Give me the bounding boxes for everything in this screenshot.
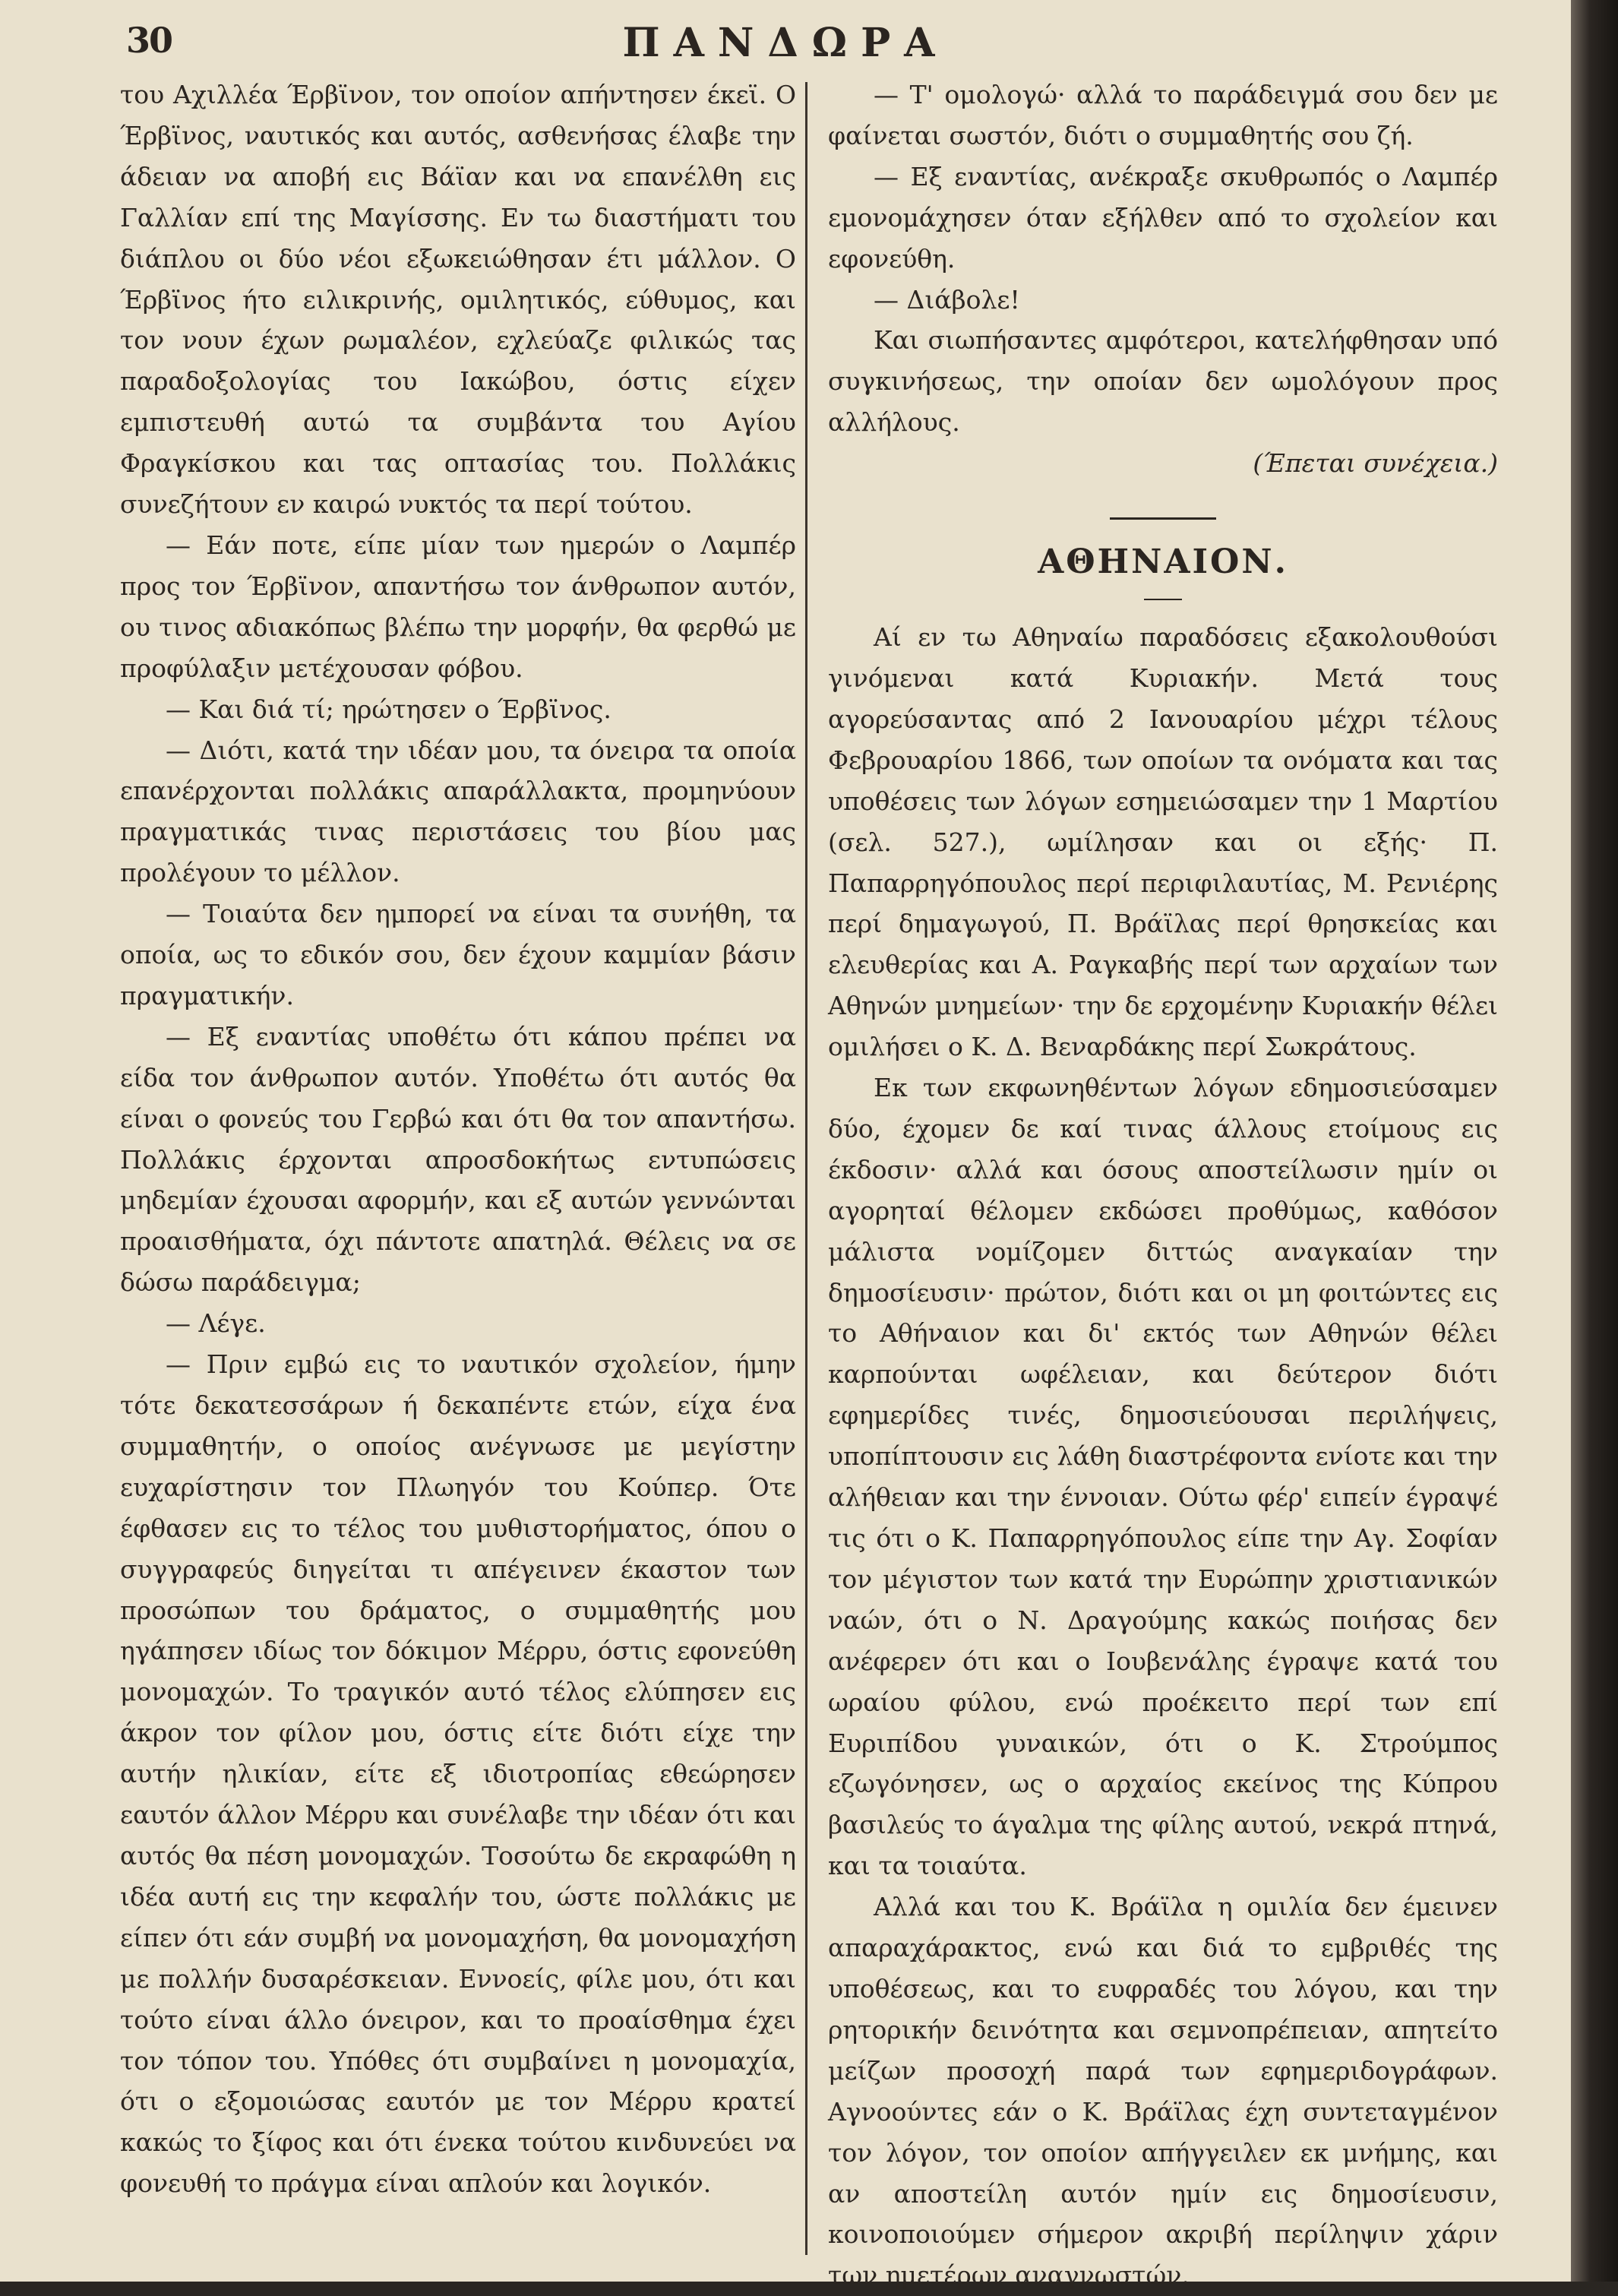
- right-column: [828, 74, 1498, 2296]
- paragraph: — Διάβολε!: [874, 284, 1020, 315]
- paragraph: Εκ των εκφωνηθέντων λόγων εδημοσιεύσαμεν δύο, έχομεν δε καί τινας άλλους ετοίμους εις έκδοσιν· αλλά και όσους αποστείλωσιν ημίν οι αγορηταί θέλομεν εκδώσει προθύμως, καθόσον μάλιστα νομίζομεν διττώς αναγκαίαν την δημοσίευσιν· πρώτον, διότι και οι μη φοιτώντες εις το Αθήναιον και δι' εκτός των Αθηνών θέλει καρπούνται ωφέλειαν, και δεύτερον διότι εφημερίδες τινές, δημοσιεύουσαι περιλήψεις, υποπίπτουσιν εις λάθη διαστρέφοντα ενίοτε και την αλήθειαν και την έννοιαν. Ούτω φέρ' ειπείν έγραψέ τις ότι ο Κ. Παπαρρηγόπουλος είπε την Αγ. Σοφίαν τον μέγιστον των κατά την Ευρώπην χριστιανικών ναών, ότι ο Ν. Δραγούμης κακώς ποιήσας δεν ανέφερεν ότι και ο Ιουβενάλης έγραψε κατά του ωραίου φύλου, ενώ προέκειτο περί των επί Ευριπίδου γυναικών, ότι ο Κ. Στρούμπος εζωγόνησεν, ως ο αρχαίος εκείνος της Κύπρου βασιλεύς το άγαλμα της φίλης αυτού, νεκρά πτηνά, και τα τοιαύτα.: [828, 1073, 1498, 1881]
- paragraph: — Εάν ποτε, είπε μίαν των ημερών ο Λαμπέρ προς τον Έρβϊνον, απαντήσω τον άνθρωπον αυτόν, ου τινος αδιακόπως βλέπω την μορφήν, θα φερθώ με προφύλαξιν μετέχουσαν φόβου.: [120, 530, 796, 683]
- left-column: [120, 74, 796, 2204]
- paragraph: — Τοιαύτα δεν ημπορεί να είναι τα συνήθη, τα οποία, ως το εδικόν σου, δεν έχουν καμμίαν βάσιν πραγματικήν.: [120, 899, 796, 1010]
- paragraph: — Και διά τί; ηρώτησεν ο Έρβϊνος.: [166, 694, 611, 724]
- section-title: ΑΘΗΝΑΙΟΝ.: [1038, 542, 1288, 582]
- paragraph: — Διότι, κατά την ιδέαν μου, τα όνειρα τα οποία επανέρχονται πολλάκις απαράλλακτα, προμηνύουν πραγματικάς τινας περιστάσεις του βίου μας προλέγουν το μέλλον.: [120, 735, 796, 888]
- page-header: [0, 14, 1571, 67]
- paragraph: — Εξ εναντίας, ανέκραξε σκυθρωπός ο Λαμπέρ εμονομάχησεν όταν εξήλθεν από το σχολείον και εφονεύθη.: [828, 161, 1498, 274]
- paragraph: του Αχιλλέα Έρβϊνον, τον οποίον απήντησεν έκεϊ. Ο Έρβϊνος, ναυτικός και αυτός, ασθενήσας έλαβε την άδειαν να αποβή εις Βάϊαν και να επανέλθη εις Γαλλίαν επί της Μαγίσσης. Εν τω διαστήματι του διάπλου οι δύο νέοι εξωκειώθησαν έτι μάλλον. Ο Έρβϊνος ήτο ειλικρινής, ομιλητικός, εύθυμος, και τον νουν έχων ρωμαλέον, εχλεύαζε φιλικώς τας παραδοξολογίας του Ιακώβου, όστις είχεν εμπιστευθή αυτώ τα συμβάντα του Αγίου Φραγκίσκου και τας οπτασίας του. Πολλάκις συνεζήτουν εν καιρώ νυκτός τα περί τούτου.: [120, 80, 796, 520]
- paragraph: Αί εν τω Αθηναίω παραδόσεις εξακολουθούσι γινόμεναι κατά Κυριακήν. Μετά τους αγορεύσαντας από 2 Ιανουαρίου μέχρι τέλους Φεβρουαρίου 1866, των οποίων τα ονόματα και τας υποθέσεις των λόγων εσημειώσαμεν την 1 Μαρτίου (σελ. 527.), ωμίλησαν και οι εξής· Π. Παπαρρηγόπουλος περί περιφιλαυτίας, Μ. Ρενιέρης περί δημαγωγού, Π. Βράϊλας περί θρησκείας και ελευθερίας και Α. Ραγκαβής περί των αρχαίων των Αθηνών μνημείων· την δε ερχομένην Κυριακήν θέλει ομιλήσει ο Κ. Δ. Βεναρδάκης περί Σωκράτους.: [828, 622, 1498, 1062]
- page-number: 30: [126, 20, 172, 61]
- continued-note: (Έπεται συνέχεια.): [1253, 448, 1498, 479]
- title-divider: [1144, 599, 1182, 600]
- paragraph: — Λέγε.: [166, 1308, 266, 1339]
- paragraph: Αλλά και του Κ. Βράϊλα η ομιλία δεν έμεινεν απαραχάρακτος, ενώ και διά το εμβριθές της υποθέσεως, και το ευφραδές του λόγου, και την ρητορικήν δεινότητα και σεμνοπρέπειαν, απητείτο μείζων προσοχή παρά των εφημεριδογράφων. Αγνοούντες εάν ο Κ. Βράϊλας έχη συντεταγμένον τον λόγον, τον οποίον απήγγειλεν εκ μνήμης, και αν αποστείλη αυτόν ημίν εις δημοσίευσιν, κοινοποιούμεν σήμερον ακριβή περίληψιν χάριν των ημετέρων αναγνωστών.: [828, 1892, 1498, 2291]
- paragraph: — Τ' ομολογώ· αλλά το παράδειγμά σου δεν με φαίνεται σωστόν, διότι ο συμμαθητής σου ζή.: [828, 80, 1498, 150]
- running-title: ΠΑΝΔΩΡΑ: [622, 20, 949, 66]
- column-rule: [805, 82, 807, 2255]
- paragraph: — Πριν εμβώ εις το ναυτικόν σχολείον, ήμην τότε δεκατεσσάρων ή δεκαπέντε ετών, είχα ένα συμμαθητήν, ο οποίος ανέγνωσε με μεγίστην ευχαρίστησιν τον Πλωηγόν του Κούπερ. Ότε έφθασεν εις το τέλος του μυθιστορήματος, όπου ο συγγραφεύς διηγείται τι απέγεινεν έκαστον των προσώπων του δράματος, ο συμμαθητής μου ηγάπησεν ιδίως τον δόκιμον Μέρρυ, όστις εφονεύθη μονομαχών. Το τραγικόν αυτό τέλος ελύπησεν εις άκρον τον φίλον μου, όστις είτε διότι είχε την αυτήν ηλικίαν, είτε εξ ιδιοτροπίας εθεώρησεν εαυτόν άλλον Μέρρυ και συνέλαβε την ιδέαν ότι και αυτός θα πέση μονομαχών. Τοσούτω δε εκραφώθη η ιδέα αυτή εις την κεφαλήν του, ώστε πολλάκις με είπεν ότι εάν συμβή να μονομαχήση, θα μονομαχήση με πολλήν δυσαρέσκειαν. Εννοείς, φίλε μου, ότι και τούτο είναι άλλο όνειρον, και το προαίσθημα έχει τον τόπον του. Υπόθες ότι συμβαίνει η μονομαχία, ότι ο εξομοιώσας εαυτόν με τον Μέρρυ κρατεί κακώς το ξίφος και ότι ένεκα τούτου κινδυνεύει να φονευθή το πράγμα είναι απλούν και λογικόν.: [120, 1349, 796, 2199]
- paragraph: Και σιωπήσαντες αμφότεροι, κατελήφθησαν υπό συγκινήσεως, την οποίαν δεν ωμολόγουν προς αλλήλους.: [828, 325, 1498, 438]
- section-divider: [1110, 517, 1216, 520]
- book-gutter: [1571, 0, 1618, 2282]
- paragraph: — Εξ εναντίας υποθέτω ότι κάπου πρέπει να είδα τον άνθρωπον αυτόν. Υποθέτω ότι αυτός θα είναι ο φονεύς του Γερβώ και ότι θα τον απαντήσω. Πολλάκις έρχονται απροσδοκήτως εντυπώσεις μηδεμίαν έχουσαι αφορμήν, και εξ αυτών γεννώνται προαισθήματα, όχι πάντοτε απατηλά. Θέλεις να σε δώσω παράδειγμα;: [120, 1021, 796, 1298]
